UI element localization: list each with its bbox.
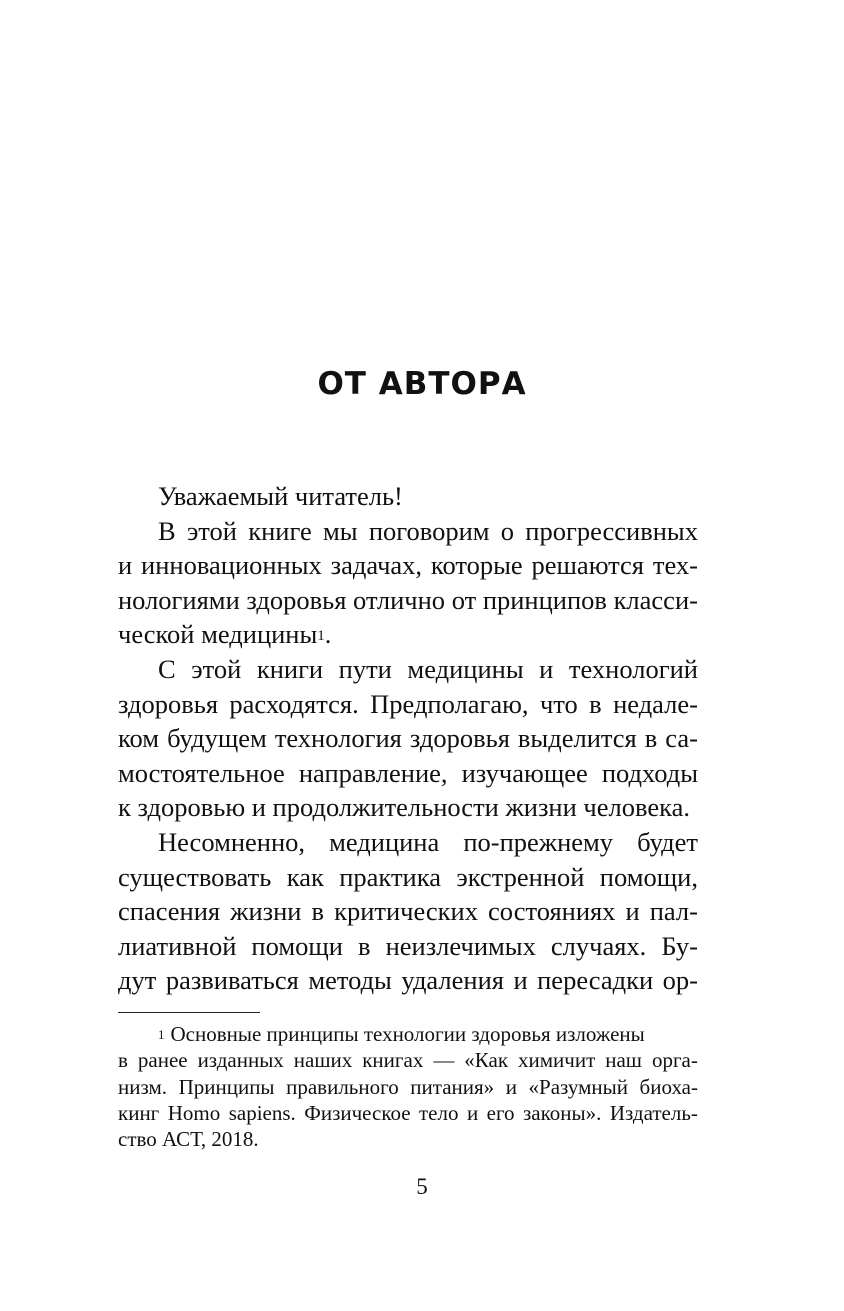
word: мостоятельное [118,757,285,788]
text-line [118,963,698,998]
line-text: Уважаемый читатель! [158,481,403,511]
word: технология [274,723,402,754]
body-text [118,479,698,998]
word: орга- [651,1048,698,1073]
footnote-reference[interactable]: 1 [317,628,325,645]
word: подходы [601,757,698,788]
word: В [158,515,176,546]
word: класси- [613,584,698,615]
word: выделится [517,723,637,754]
word: этой [186,515,237,546]
word: и [513,965,528,996]
word: в [589,688,602,719]
word: которые [430,550,523,581]
punctuation: . [324,619,332,650]
chapter-title: ОТ АВТОРА [317,366,527,402]
word: в [118,1048,128,1073]
footnote-line [118,1126,698,1152]
word: наш [605,1048,642,1073]
word: биоха- [639,1074,698,1099]
line-text [118,617,331,652]
word: методы [308,965,392,996]
word: как [286,861,324,892]
word: случаях. [550,930,647,961]
word: что [539,688,578,719]
word: С [158,653,176,684]
word: «Разумный [528,1074,628,1099]
word: нологиями [118,584,240,615]
footnote-line [118,1100,698,1126]
word: инновационных [141,550,322,581]
word: принципов [482,584,607,615]
word: ранее [137,1048,188,1073]
word: помощи, [599,861,698,892]
word: химичит [518,1048,596,1073]
word: здоровья [246,584,347,615]
word: пути [338,653,392,684]
word: будущем [167,723,267,754]
word: экстренной [456,861,585,892]
footnote [118,1021,698,1152]
text-line [118,617,698,652]
word: лиативной [118,930,237,961]
word: питания» [410,1074,495,1099]
word: развиваться [165,965,299,996]
word: пал- [649,896,698,927]
word: Принципы [178,1074,275,1099]
word: книге [248,515,312,546]
word: законы». [523,1100,602,1125]
word: удаления [401,965,504,996]
text-line [118,860,698,895]
footnote-text: ство АСТ, 2018. [118,1127,259,1152]
word: Homo [167,1100,221,1125]
text-line [118,825,698,860]
word: по-прежнему [463,826,614,857]
word: низм. [118,1074,168,1099]
line-text-part: ческой медицины [118,619,318,650]
word: состояниях [488,896,616,927]
text-line [118,583,698,618]
word: в [644,723,658,754]
footnote-line [118,1074,698,1100]
page-number: 5 [416,1174,428,1199]
text-line [118,514,698,549]
word: неизлечимых [385,930,536,961]
word: Несомненно, [158,826,306,857]
footnote-line-text [158,1021,645,1047]
word: практика [339,861,441,892]
word: недале- [613,688,698,719]
text-line [118,479,698,514]
word: и [118,550,133,581]
word: книги [256,653,324,684]
word: медицина [329,826,440,857]
word: спасения [118,896,221,927]
word: Бу- [661,930,698,961]
text-line [118,929,698,964]
word: изданных [197,1048,284,1073]
text-line [118,721,698,756]
footnote-line [118,1047,698,1073]
word: о [500,515,515,546]
word: пересадки [537,965,654,996]
text-line [118,548,698,583]
word: прогрессивных [525,515,698,546]
word: будет [637,826,698,857]
line-text: к здоровью и продолжительности жизни человека. [118,792,690,823]
word: наших [293,1048,353,1073]
word: sapiens. [228,1100,296,1125]
word: изучающее [461,757,588,788]
word: расходятся. [229,688,359,719]
word: «Как [464,1048,509,1073]
word: ор- [662,965,698,996]
footnote-line [118,1021,698,1047]
word: медицины [407,653,524,684]
word: решаются [531,550,644,581]
word: — [433,1048,455,1073]
word: и [466,1100,479,1125]
text-line [118,687,698,722]
word: критических [334,896,478,927]
word: кинг [118,1100,160,1125]
word: и [539,653,554,684]
word: мы [323,515,358,546]
footnote-divider [118,1012,260,1013]
word: отлично [353,584,446,615]
word: дут [118,965,157,996]
text-line [118,790,698,825]
word: Предполагаю, [370,688,529,719]
text-line [118,756,698,791]
word: Издатель- [609,1100,698,1125]
word: са- [665,723,698,754]
word: здоровья [118,688,219,719]
word: Физическое [304,1100,411,1125]
word: в [311,896,325,927]
word: тех- [652,550,698,581]
word: от [451,584,477,615]
word: технологий [568,653,698,684]
word: здоровья [409,723,510,754]
word: и [625,896,640,927]
word: книгах [362,1048,424,1073]
word: правильного [286,1074,399,1099]
word: тело [419,1100,459,1125]
word: жизни [230,896,302,927]
footnote-marker: 1 [158,1027,165,1042]
text-line [118,894,698,929]
word: направление, [298,757,448,788]
word: ком [118,723,160,754]
word: его [486,1100,515,1125]
word: задачах, [330,550,423,581]
word: в [358,930,371,961]
word: и [505,1074,517,1099]
word: этой [191,653,242,684]
word: существовать [118,861,272,892]
text-line [118,652,698,687]
word: помощи [251,930,343,961]
word: поговорим [368,515,490,546]
footnote-text: Основные принципы технологии здоровья изложены [170,1022,645,1046]
